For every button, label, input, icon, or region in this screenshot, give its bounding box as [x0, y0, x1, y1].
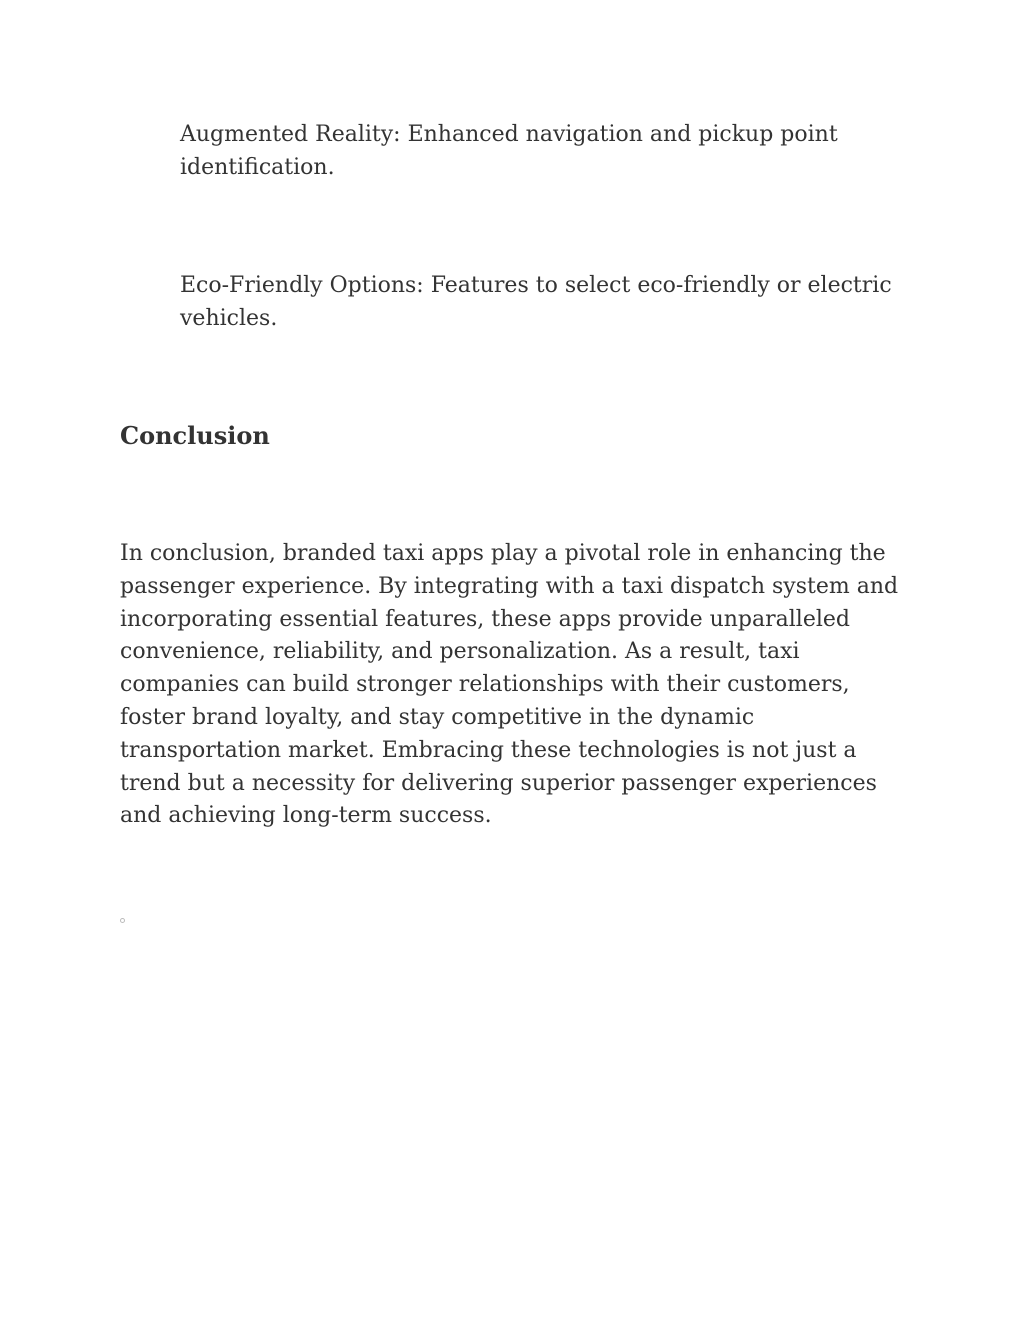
feature-item-augmented-reality: Augmented Reality: Enhanced navigation and pickup point identification. — [180, 122, 838, 180]
conclusion-paragraph: In conclusion, branded taxi apps play a pivotal role in enhancing the passenger experience. By integrating with a taxi dispatch system and incorporating essential features, these apps provide unparalleled convenience, reliability, and personalization. As a result, taxi companies can build stronger relationships with their customers, foster brand loyalty, and stay competitive in the dynamic transportation market. Embracing these technologies is not just a trend but a necessity for delivering superior passenger experiences and achieving long-term success. — [120, 541, 899, 829]
conclusion-heading: Conclusion — [120, 421, 270, 450]
small-dot-icon — [120, 918, 125, 923]
feature-item-eco-friendly-options: Eco-Friendly Options: Features to select eco-friendly or electric vehicles. — [180, 273, 892, 331]
